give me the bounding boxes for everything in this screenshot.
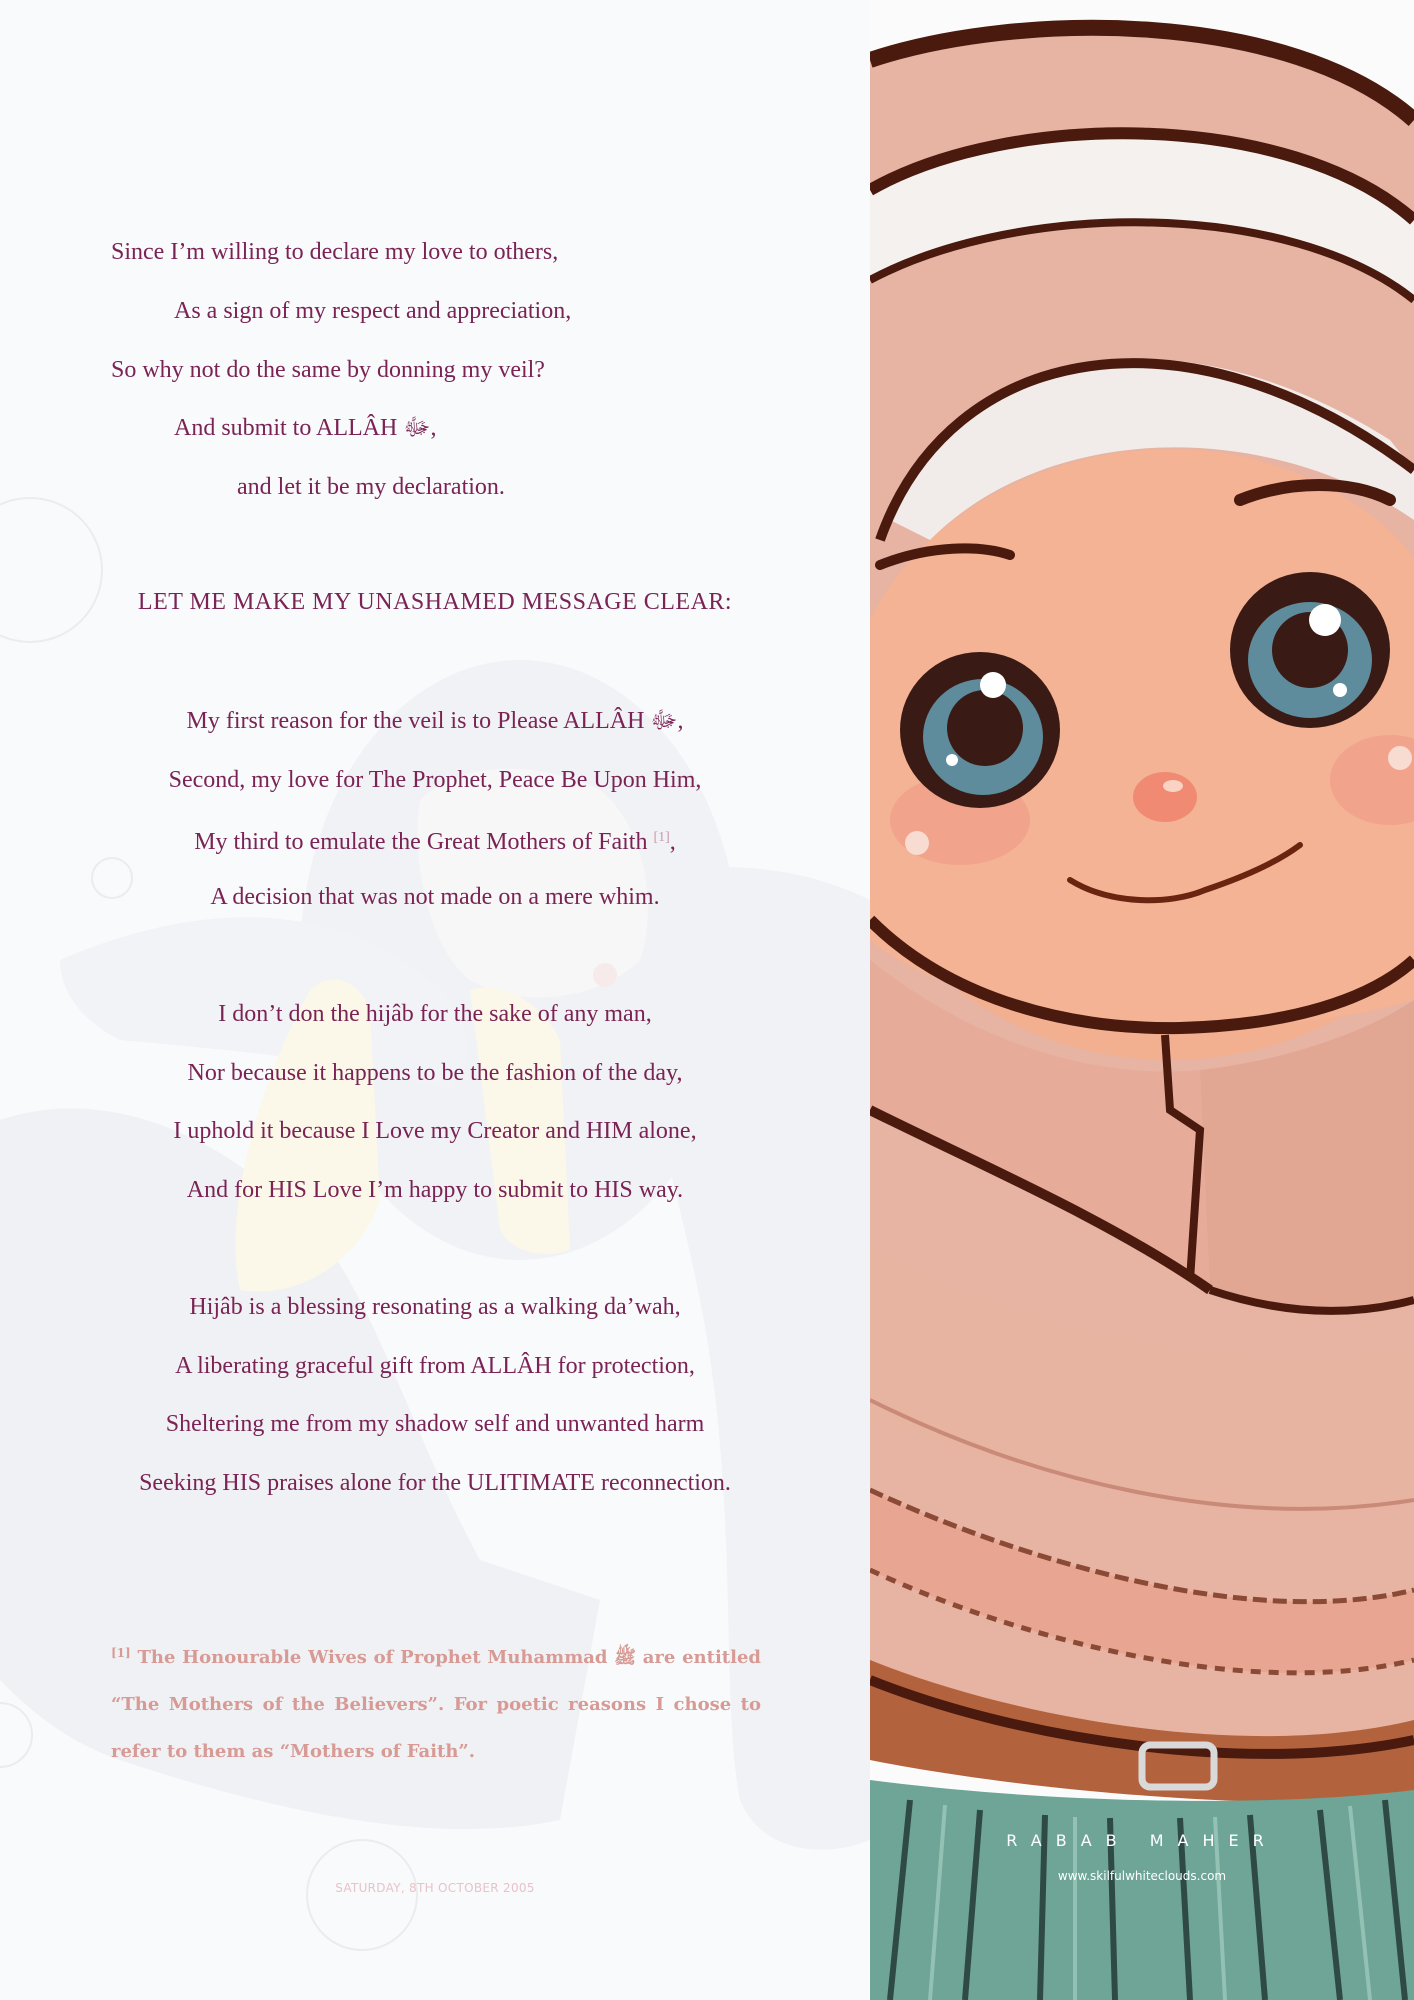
poem-line: Second, my love for The Prophet, Peace Be Upon Him, [168,767,702,793]
footnote-marker: [1] [111,1646,131,1660]
footnote [111,1630,761,1775]
author-name: RABAB MAHER [1006,1831,1278,1850]
poem-line: I uphold it because I Love my Creator and HIM alone, [173,1118,697,1144]
poem-line: I don’t don the hijâb for the sake of any man, [218,1001,652,1027]
footnote-text: The Honourable Wives of Prophet Muhammad ﷺ are entitled “The Mothers of the Believers”. For poetic reasons I chose to refer to them as “Mothers of Faith”. [111,1647,761,1762]
poem-line-with-reference [0,823,870,857]
poem-line-punctuation: , [669,829,676,855]
poem-line-text: My third to emulate the Great Mothers of Faith [194,829,648,855]
poem-line: and let it be my declaration. [237,474,505,500]
poem-line: Seeking HIS praises alone for the ULITIMATE reconnection. [139,1470,731,1496]
poem-line: So why not do the same by donning my veil? [111,357,545,383]
poem-line: As a sign of my respect and appreciation, [174,298,572,324]
poem-line: Sheltering me from my shadow self and unwanted harm [165,1411,705,1437]
poem-line: A decision that was not made on a mere whim. [210,884,660,910]
poem-line: Since I’m willing to declare my love to others, [111,239,559,265]
footnote-reference[interactable]: [1] [653,830,670,845]
hijab-girl-art [870,0,1414,2000]
website-link[interactable]: www.skilfulwhiteclouds.com [1057,1869,1227,1883]
hijab-girl-illustration [870,0,1414,2000]
poem-line: Nor because it happens to be the fashion of the day, [187,1060,683,1086]
poem-line: My first reason for the veil is to Please ALLÂH ﷻ, [186,708,684,734]
poem-line: And for HIS Love I’m happy to submit to HIS way. [186,1177,684,1203]
poem-line: And submit to ALLÂH ﷻ, [174,415,437,441]
poem-line: A liberating graceful gift from ALLÂH for protection, [175,1353,695,1379]
date-line: SATURDAY, 8TH OCTOBER 2005 [335,1881,535,1895]
poem-line: Hijâb is a blessing resonating as a walking da’wah, [189,1294,681,1320]
poem-heading: LET ME MAKE MY UNASHAMED MESSAGE CLEAR: [137,589,733,615]
